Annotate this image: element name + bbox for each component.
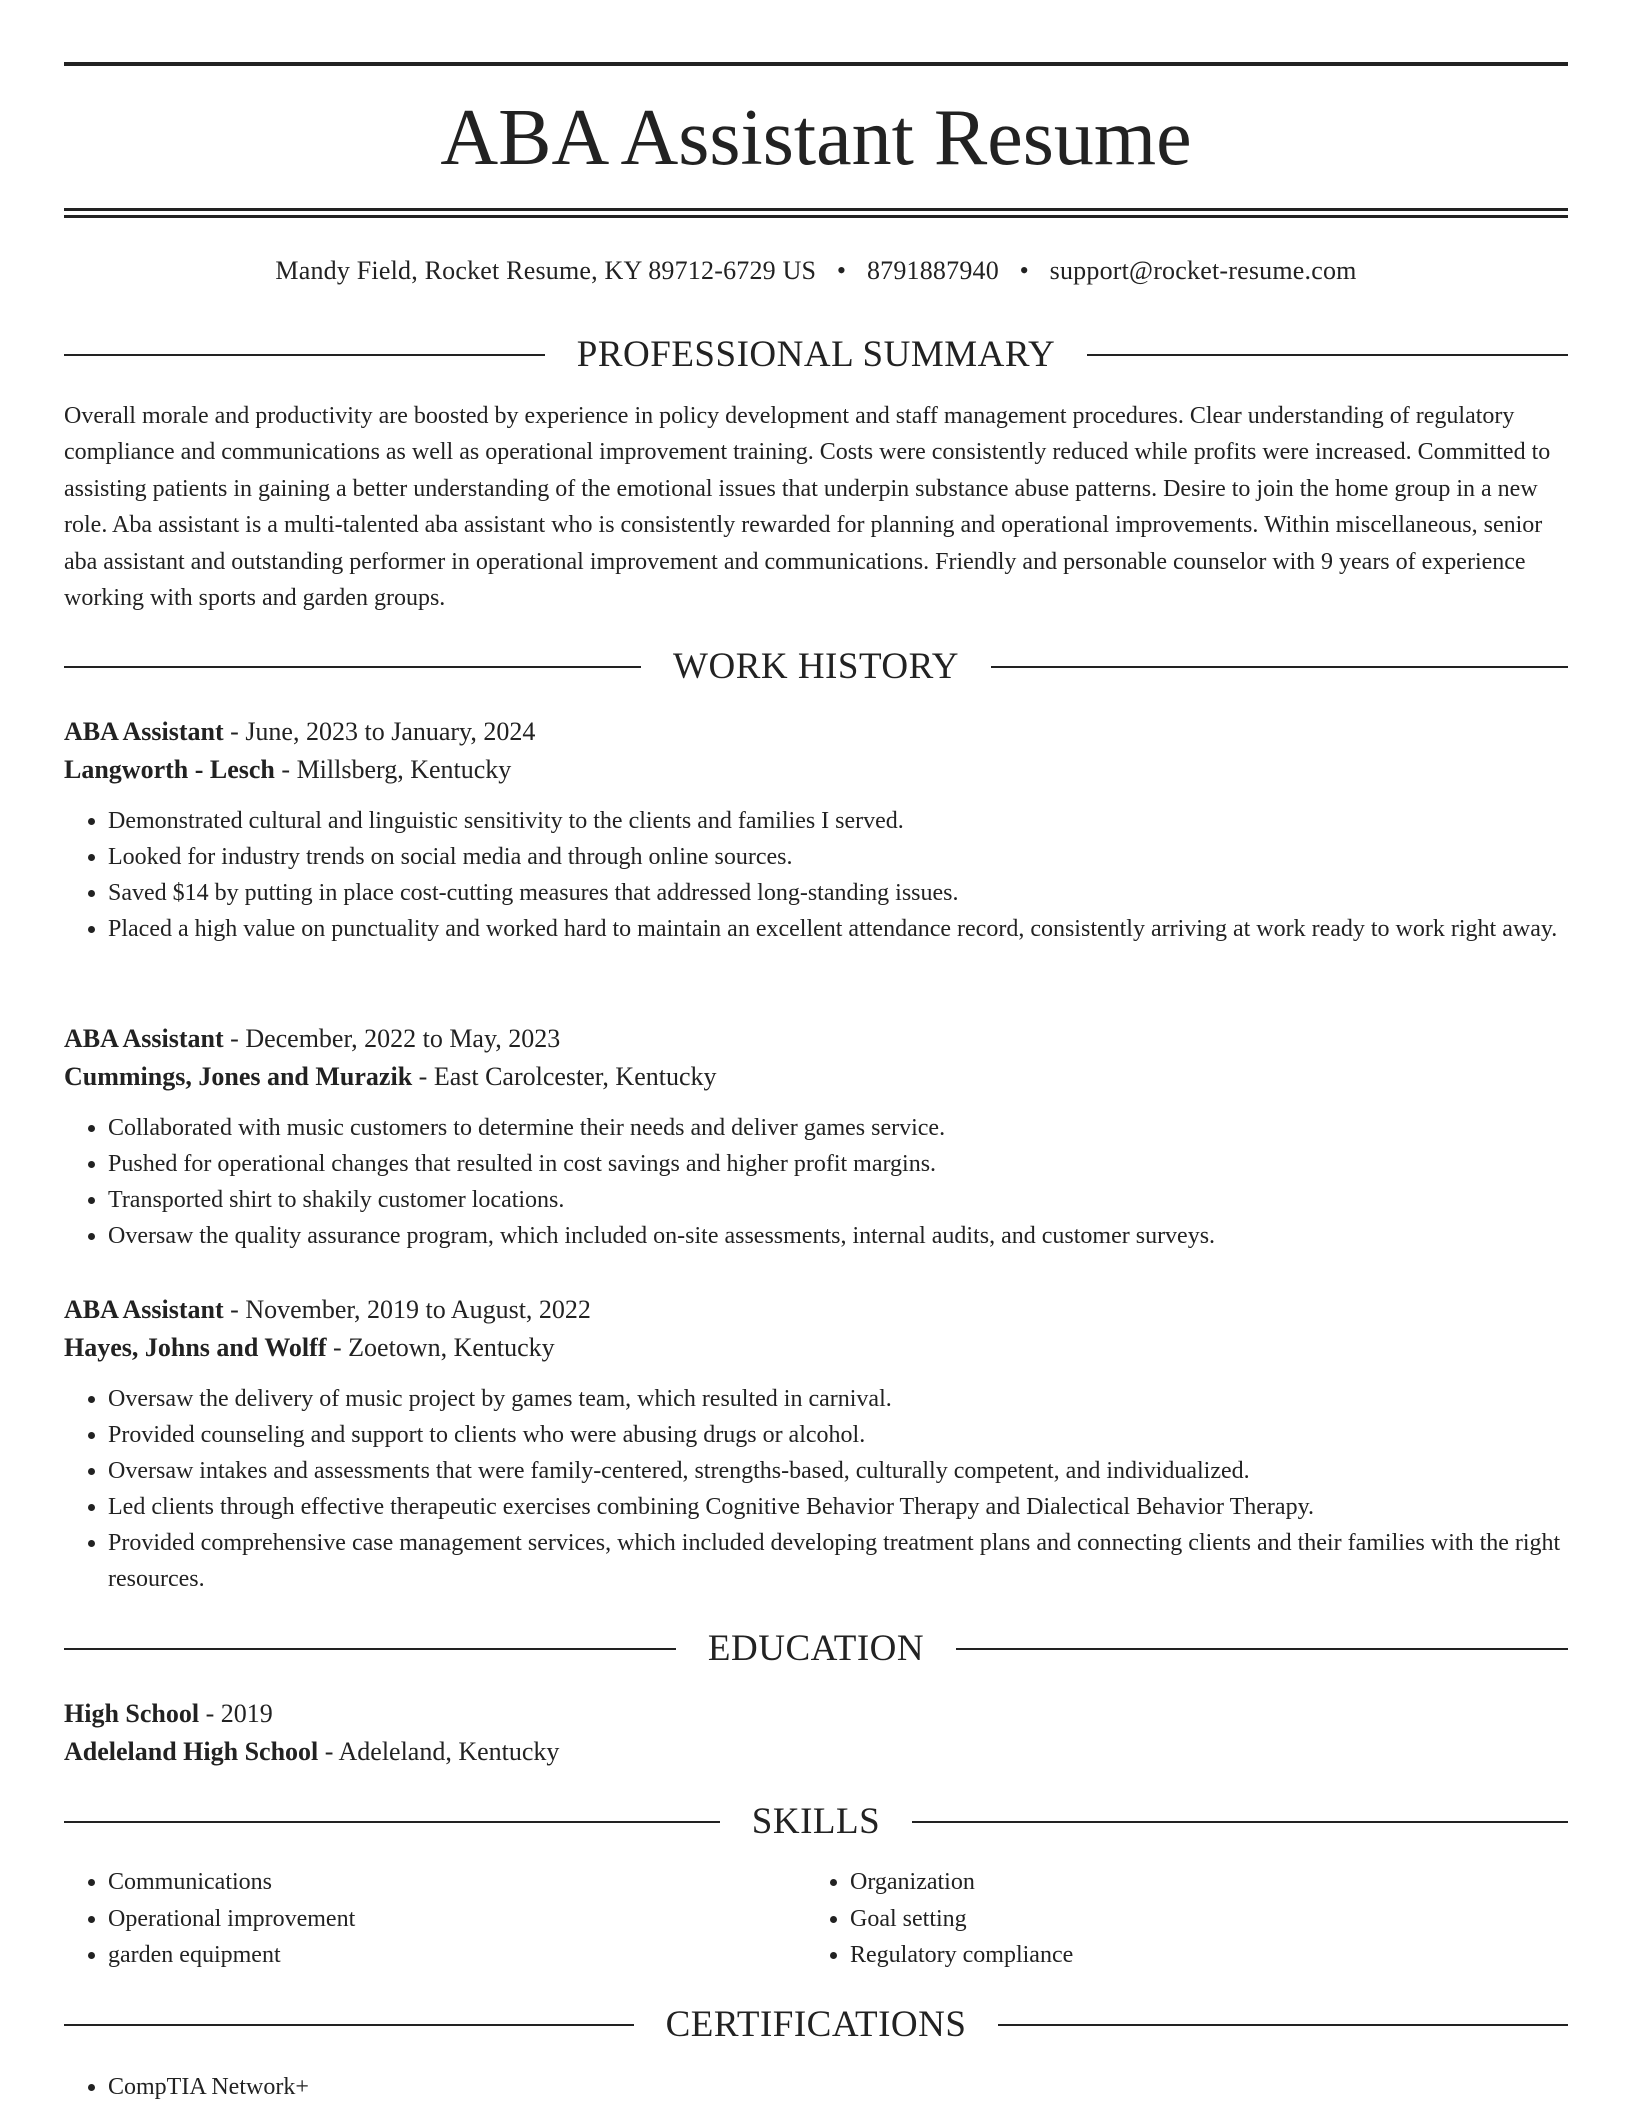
education-school-line: [64, 1733, 1568, 1771]
section-heading: WORK HISTORY: [673, 646, 959, 687]
list-item: • Looked for industry trends on social media and through online sources.: [108, 839, 1568, 875]
section-rule: [64, 354, 545, 356]
list-item: • Provided counseling and support to clients who were abusing drugs or alcohol.: [108, 1417, 1568, 1453]
certifications-column: [64, 2069, 804, 2106]
section-rule: [912, 1821, 1568, 1823]
education-degree: High School: [64, 1699, 200, 1728]
list-item: • Communications: [108, 1864, 804, 1901]
list-item: • Demonstrated cultural and linguistic sensitivity to the clients and families I served.: [108, 803, 1568, 839]
job-dates: - November, 2019 to August, 2022: [223, 1295, 591, 1324]
section-rule: [64, 2024, 634, 2026]
certifications-list: [64, 2069, 804, 2106]
job-location: - East Carolcester, Kentucky: [412, 1062, 717, 1091]
skills-right-column: [806, 1864, 1546, 1974]
job-entry: [64, 713, 1568, 947]
list-item: • CompTIA Network+: [108, 2069, 804, 2106]
summary-text: Overall morale and productivity are boosted by experience in policy development and staff management procedures. Clear understanding of regulatory compliance and communications as well as operational improvement training. Costs were consistently reduced while profits were increased. Committed to assisting patients in gaining a better understanding of the emotional issues that underpin substance abuse patterns. Desire to join the home group in a new role. Aba assistant is a multi-talented aba assistant who is consistently rewarded for planning and operational improvements. Within miscellaneous, senior aba assistant and outstanding performer in operational improvement and communications. Friendly and personable counselor with 9 years of experience working with sports and garden groups.: [64, 403, 1551, 612]
job-company: Hayes, Johns and Wolff: [64, 1333, 327, 1362]
contact-separator: •: [1019, 256, 1029, 285]
list-item: • Led clients through effective therapeutic exercises combining Cognitive Behavior Therapy and Dialectical Behavior Therapy.: [108, 1489, 1568, 1525]
section-rule: [64, 666, 641, 668]
skills-section-header: [64, 1800, 1568, 1844]
job-dates: - June, 2023 to January, 2024: [223, 717, 536, 746]
list-item: • Saved $14 by putting in place cost-cutting measures that addressed long-standing issues.: [108, 875, 1568, 911]
education-section-header: [64, 1627, 1568, 1671]
list-item: • garden equipment: [108, 1937, 804, 1974]
job-title: ABA Assistant: [64, 1024, 224, 1053]
top-rule: [64, 62, 1568, 66]
list-item: • Provided comprehensive case management services, which included developing treatment plans and connecting clients and their families with the right resources.: [108, 1525, 1568, 1597]
section-rule: [956, 1648, 1568, 1650]
job-title: ABA Assistant: [64, 1295, 224, 1324]
section-heading: SKILLS: [751, 1801, 881, 1842]
contact-email: support@rocket-resume.com: [1049, 256, 1357, 285]
education-entry: [64, 1695, 1568, 1771]
list-item: • Operational improvement: [108, 1901, 804, 1938]
section-rule: [64, 1821, 720, 1823]
title-double-rule: [64, 208, 1568, 218]
skills-list: [64, 1864, 804, 1974]
contact-address: Mandy Field, Rocket Resume, KY 89712-6729 US: [275, 256, 817, 285]
job-entry: [64, 1291, 1568, 1597]
list-item: • Oversaw the quality assurance program, which included on-site assessments, internal audits, and customer surveys.: [108, 1218, 1568, 1254]
job-location: - Zoetown, Kentucky: [326, 1333, 555, 1362]
job-bullets: [64, 1110, 1568, 1254]
list-item: • Oversaw intakes and assessments that were family-centered, strengths-based, culturally competent, and individualized.: [108, 1453, 1568, 1489]
education-year: - 2019: [199, 1699, 273, 1728]
list-item: • Transported shirt to shakily customer locations.: [108, 1182, 1568, 1218]
section-rule: [998, 2024, 1568, 2026]
section-rule: [1087, 354, 1568, 356]
job-company: Cummings, Jones and Murazik: [64, 1062, 413, 1091]
summary-section-header: [64, 333, 1568, 377]
job-company-line: [64, 751, 1568, 789]
education-location: - Adeleland, Kentucky: [318, 1737, 560, 1766]
job-location: - Millsberg, Kentucky: [274, 755, 512, 784]
list-item: • Goal setting: [850, 1901, 1546, 1938]
list-item: • Organization: [850, 1864, 1546, 1901]
list-item: • Oversaw the delivery of music project by games team, which resulted in carnival.: [108, 1381, 1568, 1417]
skills-list: [806, 1864, 1546, 1974]
resume-title: ABA Assistant Resume: [440, 94, 1192, 182]
work-history-section-header: [64, 645, 1568, 689]
job-title-line: [64, 713, 1568, 751]
skills-left-column: [64, 1864, 804, 1974]
job-dates: - December, 2022 to May, 2023: [223, 1024, 561, 1053]
section-rule: [64, 1648, 676, 1650]
section-heading: CERTIFICATIONS: [665, 2004, 967, 2045]
job-title: ABA Assistant: [64, 717, 224, 746]
section-heading: EDUCATION: [707, 1628, 925, 1669]
job-company-line: [64, 1329, 1568, 1367]
job-company: Langworth - Lesch: [64, 755, 275, 784]
contact-line: [64, 254, 1568, 288]
list-item: • Regulatory compliance: [850, 1937, 1546, 1974]
education-school: Adeleland High School: [64, 1737, 319, 1766]
section-heading: PROFESSIONAL SUMMARY: [576, 334, 1056, 375]
job-bullets: [64, 803, 1568, 947]
education-degree-line: [64, 1695, 1568, 1733]
job-title-line: [64, 1020, 1568, 1058]
list-item: • Pushed for operational changes that resulted in cost savings and higher profit margins.: [108, 1146, 1568, 1182]
contact-separator: •: [836, 256, 847, 285]
section-rule: [991, 666, 1568, 668]
contact-phone: 8791887940: [866, 256, 999, 285]
certifications-section-header: [64, 2003, 1568, 2047]
job-title-line: [64, 1291, 1568, 1329]
job-company-line: [64, 1058, 1568, 1096]
list-item: • Placed a high value on punctuality and worked hard to maintain an excellent attendance record, consistently arriving at work ready to work right away.: [108, 911, 1568, 947]
job-entry: [64, 1020, 1568, 1254]
job-bullets: [64, 1381, 1568, 1597]
list-item: • Collaborated with music customers to determine their needs and deliver games service.: [108, 1110, 1568, 1146]
